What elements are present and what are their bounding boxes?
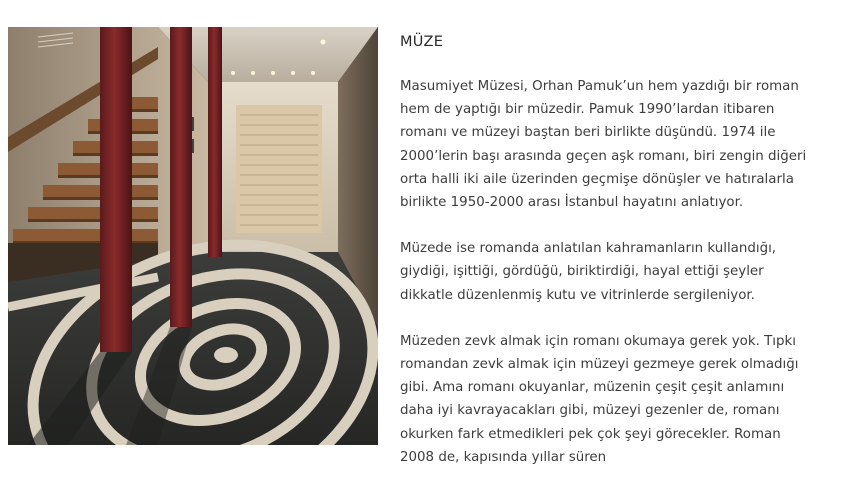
paragraph-line: dikkatle düzenlenmiş kutu ve vitrinlerde sergileniyor. (400, 287, 755, 303)
paragraph-intro (400, 75, 840, 214)
paragraph-line: gibi. Ama romanı okuyanlar, müzenin çeşit çeşit anlamını (400, 380, 785, 396)
paragraph-line: Müzede ise romanda anlatılan kahramanların kullandığı, (400, 241, 777, 257)
paragraph-line: Masumiyet Müzesi, Orhan Pamuk’un hem yazdığı bir roman (400, 79, 799, 94)
paragraph-line: romanı ve müzeyi baştan beri birlikte düşündü. 1974 ile (400, 125, 776, 141)
museum-description (400, 31, 840, 492)
paragraph-line: orta halli iki aile üzerinden geçmişe dönüşler ve hatıralarla (400, 171, 794, 187)
paragraph-line: hem de yaptığı bir müzedir. Pamuk 1990’lardan itibaren (400, 102, 775, 118)
paragraph-line: okurken fark etmedikleri pek çok şeyi görecekler. Roman (400, 426, 781, 442)
paragraph-line: birlikte 1950-2000 arası İstanbul hayatını anlatıyor. (400, 195, 744, 211)
paragraph-line: giydiği, işittiği, gördüğü, biriktirdiği, hayal ettiği şeyler (400, 264, 764, 280)
paragraph-line: 2000’lerin başı arasında geçen aşk romanı, biri zengin diğeri (400, 148, 807, 164)
paragraph-line: Müzeden zevk almak için romanı okumaya gerek yok. Tıpkı (400, 333, 796, 349)
paragraph-line: 2008 de, kapısında yıllar süren (400, 449, 607, 465)
paragraph-exhibits (400, 237, 840, 307)
paragraph-reading (400, 330, 840, 469)
museum-interior-photo (8, 27, 378, 445)
paragraph-line: romandan zevk almak için müzeyi gezmeye gerek olmadığı (400, 357, 799, 373)
section-title: MÜZE (400, 34, 444, 50)
paragraph-line: daha iyi kavrayacakları gibi, müzeyi gezenler de, romanı (400, 403, 780, 419)
museum-interior-illustration (8, 27, 378, 445)
